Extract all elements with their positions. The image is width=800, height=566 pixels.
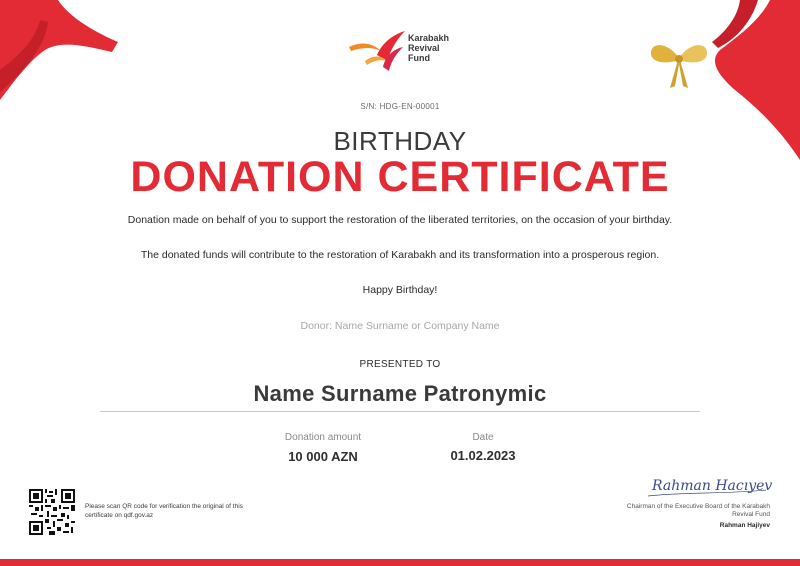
signatory-title: Chairman of the Executive Board of the Karabakh Revival Fund <box>626 503 770 518</box>
bottom-accent-bar <box>0 559 800 566</box>
recipient-name: Name Surname Patronymic <box>253 381 547 406</box>
svg-text:Rahman Hacıyev: Rahman Hacıyev <box>652 478 773 494</box>
date-value: 01.02.2023 <box>450 448 516 463</box>
greeting: Happy Birthday! <box>362 284 438 296</box>
amount-value: 10 000 AZN <box>288 449 358 464</box>
amount-label: Donation amount <box>284 432 362 443</box>
recipient-underline <box>100 411 700 412</box>
date-label: Date <box>472 432 494 443</box>
paragraph-purpose: Donation made on behalf of you to support the restoration of the liberated territories, on the occasion of your birthday. <box>127 214 673 226</box>
serial-number: S/N: HDG-EN-00001 <box>360 102 440 111</box>
qr-code-icon[interactable] <box>29 489 75 535</box>
ribbon-top-left <box>0 0 125 115</box>
certificate-title: DONATION CERTIFICATE <box>130 153 670 201</box>
gold-bow-icon <box>648 36 710 92</box>
signature-image <box>640 470 775 500</box>
signatory-name: Rahman Hajiyev <box>719 522 770 529</box>
presented-to-label: PRESENTED TO <box>359 359 441 370</box>
fund-name: Karabakh Revival Fund <box>408 33 450 63</box>
qr-verification-note: Please scan QR code for verification the original of this certificate on qdf.gov.az <box>85 503 243 519</box>
donor-line: Donor: Name Surname or Company Name <box>300 320 500 332</box>
paragraph-funds: The donated funds will contribute to the restoration of Karabakh and its transformation into a prosperous region. <box>140 249 660 261</box>
certificate-kind: BIRTHDAY <box>333 126 467 156</box>
